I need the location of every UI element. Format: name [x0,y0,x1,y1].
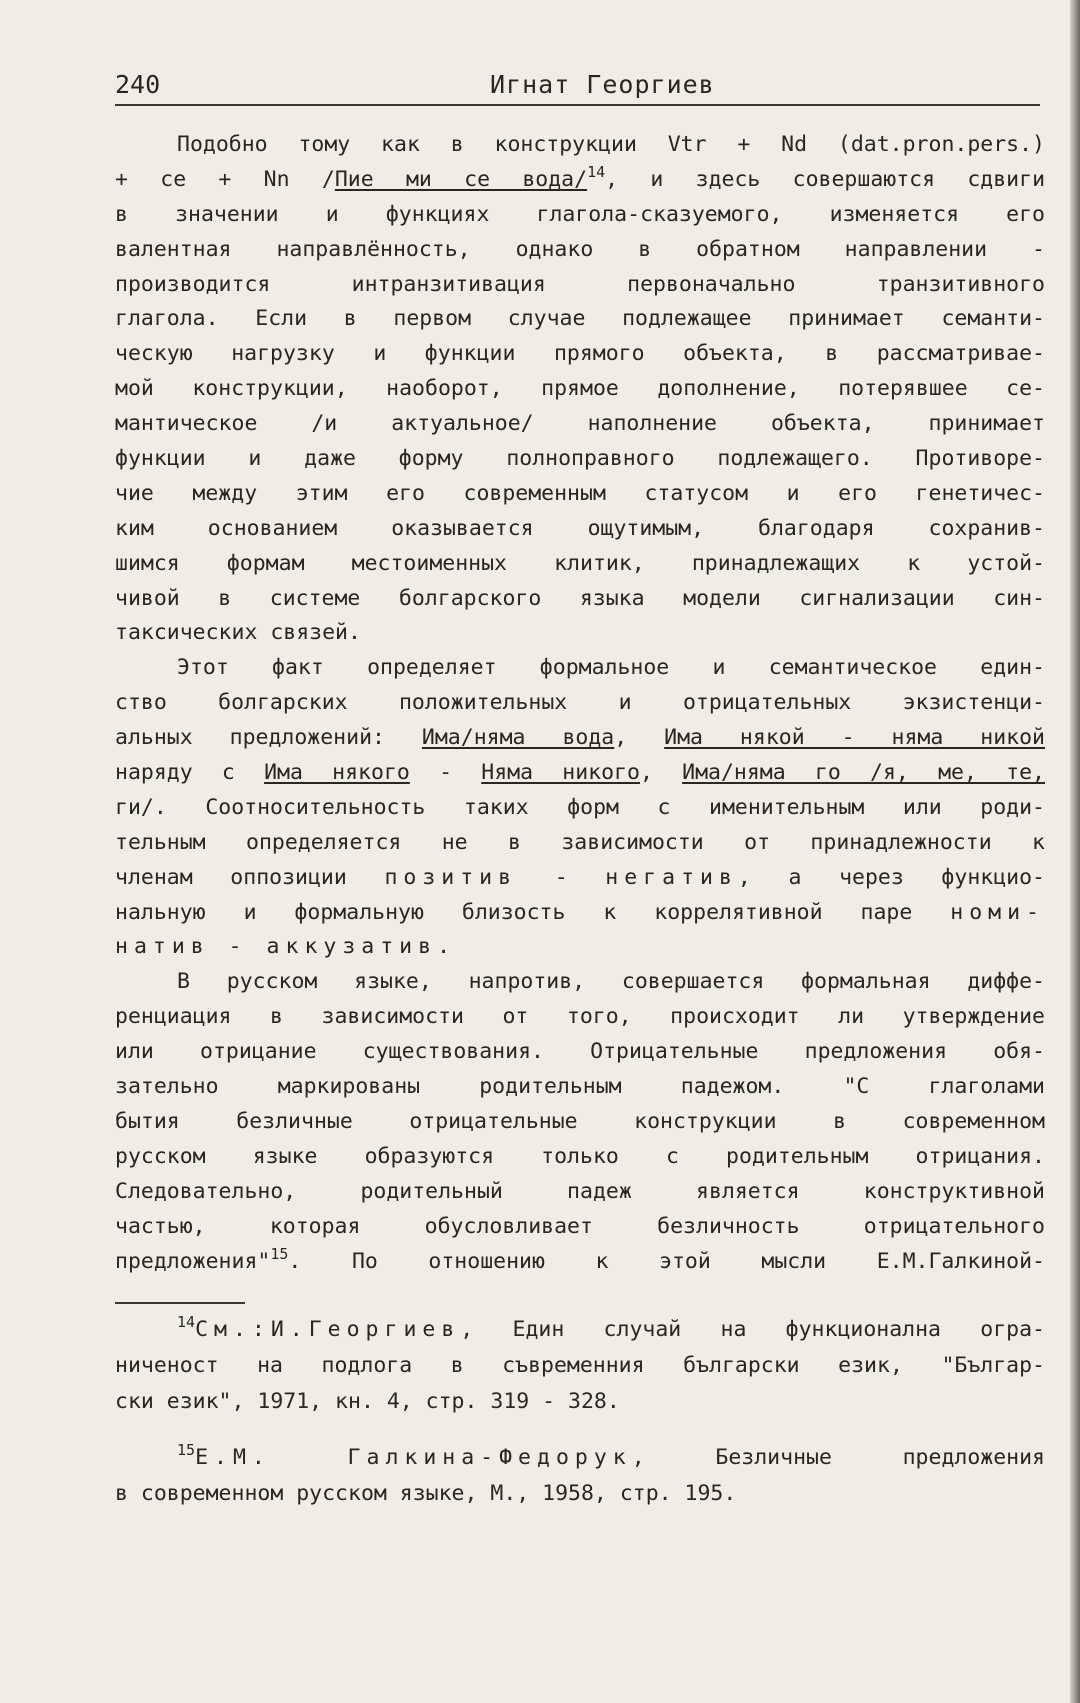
example-phrase: Пие ми се вода/ [334,166,588,192]
text-span: , Един случай на функционална огра- [460,1317,1045,1342]
page-binding-edge [1070,0,1080,1703]
text-span: + се + Nn / [115,166,335,192]
text-line: русском языке образуются только с родительным отрицания. [115,1143,1045,1169]
example-phrase: Има/няма вода [421,725,615,751]
text-line: тельным определяется не в зависимости от принадлежности к [115,829,1045,855]
footnotes [115,1312,1045,1512]
text-line: валентная направлённость, однако в обратном направлении - [115,236,1045,262]
text-span: - [409,760,482,786]
text-span: , и здесь совершаются сдвиги [605,166,1046,192]
text-line: Подобно тому как в конструкции Vtr + Nd (dat.pron.pers.) [177,132,1045,157]
text-line: функции и даже форму полноправного подлежащего. Противоре- [115,446,1045,472]
text-line: Следовательно, родительный падеж является конструктивной [115,1178,1045,1204]
text-span: членам оппозиции [115,864,385,890]
text-line: зательно маркированы родительным падежом. "С глаголами [115,1074,1045,1100]
text-line: Этот факт определяет формальное и семантическое един- [177,655,1045,681]
text-span: . По отношению к этой мысли Е.М.Галкиной- [288,1248,1045,1274]
text-line: глагола. Если в первом случае подлежащее принимает семанти- [115,306,1045,332]
body-text [115,128,1045,1279]
text-line: в значении и функциях глагола-сказуемого, изменяется его [115,201,1045,227]
text-line [115,1245,1045,1280]
text-line: мантическое /и актуальное/ наполнение объекта, принимает [115,411,1045,437]
footnote-ref-15[interactable]: 15 [270,1244,289,1263]
spaced-term: номи- [950,899,1045,925]
footnote-ref-14[interactable]: 14 [587,162,606,181]
text-line [115,930,1045,965]
text-line: бытия безличные отрицательные конструкции в современном [115,1108,1045,1134]
text-span: , Безличные предложения [631,1445,1046,1470]
footnote-14-number: 14 [177,1313,196,1331]
text-span: предложения" [115,1248,271,1274]
text-span: наряду с [115,760,265,786]
text-line [115,163,1045,198]
example-phrase: Няма никого [481,760,640,786]
text-line [115,896,1045,931]
footnote-15-line [115,1440,1045,1476]
text-line: ренциация в зависимости от того, происходит ли утверждение [115,1004,1045,1030]
text-line: ги/. Соотносительность таких форм с именительным или роди- [115,794,1045,820]
footnote-14-line [115,1312,1045,1348]
text-line: таксических связей. [115,620,361,646]
text-line: шимся формам местоименных клитик, принадлежащих к устой- [115,550,1045,576]
text-line: ким основанием оказывается ощутимым, благодаря сохранив- [115,515,1045,541]
text-line: частью, которая обусловливает безличность отрицательного [115,1213,1045,1239]
example-phrase: Има някого [264,760,410,786]
footnote-gap [115,1420,1045,1440]
page-number: 240 [115,70,161,99]
text-line: ческую нагрузку и функции прямого объекта, в рассматривае- [115,341,1045,367]
text-line [115,861,1045,896]
spaced-term: натив - аккузатив [115,934,438,960]
text-line [115,756,1045,791]
text-line [115,721,1045,756]
spaced-term: позитив [384,864,518,890]
footnote-divider [115,1302,245,1304]
example-phrase: Има/няма го /я, ме, те, [682,760,1046,786]
text-span: - [517,864,606,890]
footnote-14-author: См.:И.Георгиев [195,1317,461,1342]
running-head [115,70,1040,106]
footnote-15-number: 15 [177,1441,196,1459]
running-title: Игнат Георгиев [490,70,715,99]
text-span: . [437,934,451,960]
text-line: чивой в системе болгарского языка модели сигнализации син- [115,585,1045,611]
text-span: альных предложений: [115,725,422,751]
text-line: производится интранзитивация первоначально транзитивного [115,271,1045,297]
example-phrase: Има някой - няма никой [664,725,1045,751]
text-line: чие между этим его современным статусом и его генетичес- [115,480,1045,506]
footnote-14-line: ски език", 1971, кн. 4, стр. 319 - 328. [115,1389,620,1414]
text-line: ство болгарских положительных и отрицательных экзистенци- [115,690,1045,716]
footnote-14-line: ниченост на подлога в съвременния български език, "Българ- [115,1353,1045,1378]
footnote-15-line: в современном русском языке, М., 1958, стр. 195. [115,1481,737,1506]
text-span: , [639,760,683,786]
text-span: нальную и формальную близость к коррелятивной паре [115,899,951,925]
text-line: мой конструкции, наоборот, прямое дополнение, потерявшее се- [115,376,1045,402]
text-span: , [614,725,665,751]
text-span: , а через функцио- [737,864,1045,890]
footnote-15-author: Е.М. Галкина-Федорук [195,1445,632,1470]
spaced-term: негатив [605,864,738,890]
text-line: В русском языке, напротив, совершается формальная диффе- [177,969,1045,995]
text-line: или отрицание существования. Отрицательные предложения обя- [115,1039,1045,1065]
